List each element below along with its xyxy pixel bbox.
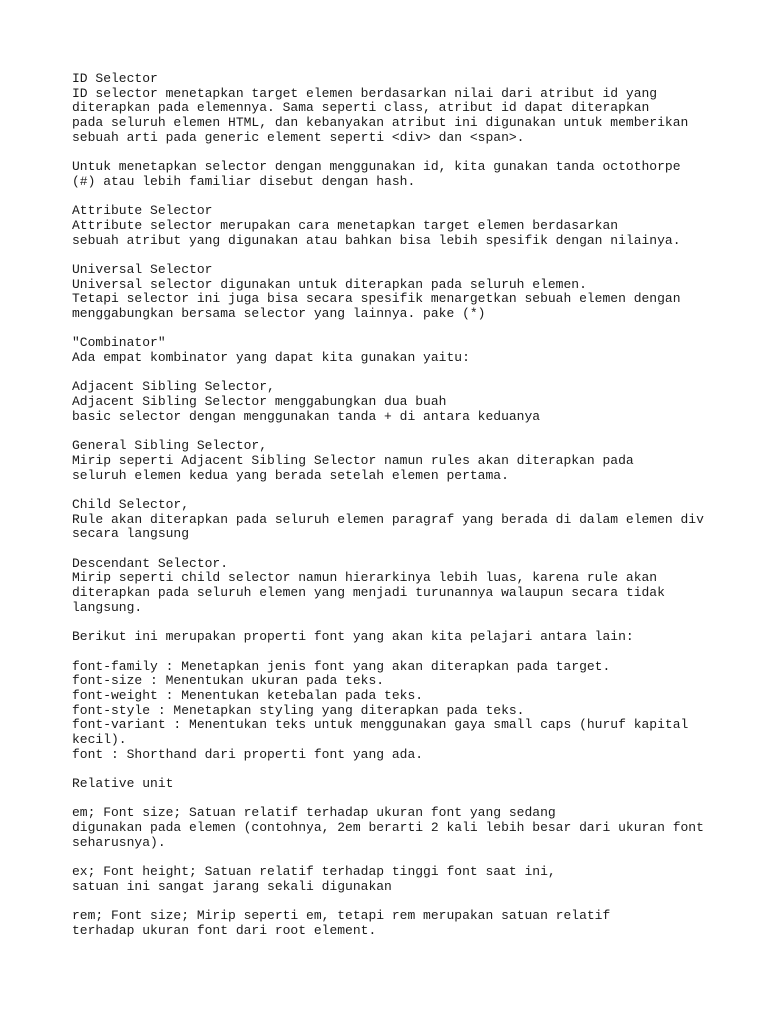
text-line: ID Selector: [72, 71, 158, 86]
text-line: Mirip seperti Adjacent Sibling Selector namun rules akan diterapkan pada: [72, 452, 634, 468]
text-line: basic selector dengan menggunakan tanda + di antara keduanya: [72, 408, 541, 424]
text-line: font : Shorthand dari properti font yang ada.: [72, 746, 424, 762]
text-line: Attribute selector merupakan cara menetapkan target elemen berdasarkan: [72, 217, 619, 233]
text-line: Descendant Selector.: [72, 555, 229, 571]
text-line: diterapkan pada elemennya. Sama seperti class, atribut id dapat diterapkan: [72, 100, 650, 116]
document-page: [72, 72, 712, 953]
text-line: satuan ini sangat jarang sekali digunakan: [72, 878, 392, 894]
text-line: ex; Font height; Satuan relatif terhadap tinggi font saat ini,: [72, 864, 556, 880]
text-line: Relative unit: [72, 776, 174, 791]
paragraph: [72, 160, 712, 189]
paragraph: [72, 72, 712, 145]
paragraph: [72, 630, 712, 645]
paragraph: [72, 909, 712, 938]
paragraph: [72, 660, 712, 763]
paragraph: [72, 263, 712, 322]
text-line: Universal selector digunakan untuk diterapkan pada seluruh elemen.: [72, 276, 587, 292]
text-line: font-style : Menetapkan styling yang diterapkan pada teks.: [72, 702, 525, 718]
paragraph: [72, 777, 712, 792]
paragraph: [72, 806, 712, 850]
text-line: (#) atau lebih familiar disebut dengan hash.: [72, 173, 416, 189]
text-line: secara langsung: [72, 526, 190, 542]
text-line: ID selector menetapkan target elemen berdasarkan nilai dari atribut id yang: [72, 85, 658, 101]
text-line: font-variant : Menentukan teks untuk menggunakan gaya small caps (huruf kapital: [72, 717, 689, 733]
paragraph: [72, 498, 712, 542]
text-line: seharusnya).: [72, 834, 166, 850]
text-line: Berikut ini merupakan properti font yang akan kita pelajari antara lain:: [72, 629, 634, 645]
paragraph: [72, 557, 712, 616]
text-line: rem; Font size; Mirip seperti em, tetapi rem merupakan satuan relatif: [72, 908, 611, 924]
text-line: Ada empat kombinator yang dapat kita gunakan yaitu:: [72, 350, 470, 366]
text-line: Universal Selector: [72, 261, 213, 277]
text-line: seluruh elemen kedua yang berada setelah elemen pertama.: [72, 467, 509, 483]
text-line: Rule akan diterapkan pada seluruh elemen paragraf yang berada di dalam elemen div: [72, 511, 704, 527]
paragraph: [72, 439, 712, 483]
text-line: font-family : Menetapkan jenis font yang akan diterapkan pada target.: [72, 658, 611, 674]
text-line: sebuah atribut yang digunakan atau bahkan bisa lebih spesifik dengan nilainya.: [72, 232, 681, 248]
paragraph: [72, 336, 712, 365]
text-line: Tetapi selector ini juga bisa secara spesifik menargetkan sebuah elemen dengan: [72, 291, 681, 307]
paragraph: [72, 204, 712, 248]
text-line: Attribute Selector: [72, 203, 213, 219]
text-line: digunakan pada elemen (contohnya, 2em berarti 2 kali lebih besar dari ukuran font: [72, 820, 704, 836]
text-line: diterapkan pada seluruh elemen yang menjadi turunannya walaupun secara tidak: [72, 585, 665, 601]
paragraph: [72, 380, 712, 424]
text-line: font-size : Menentukan ukuran pada teks.: [72, 673, 385, 689]
text-line: Untuk menetapkan selector dengan menggunakan id, kita gunakan tanda octothorpe: [72, 159, 681, 175]
text-line: Child Selector,: [72, 496, 190, 512]
text-line: "Combinator": [72, 335, 166, 351]
text-line: Adjacent Sibling Selector menggabungkan dua buah: [72, 394, 447, 410]
text-line: font-weight : Menentukan ketebalan pada teks.: [72, 687, 424, 703]
text-line: General Sibling Selector,: [72, 438, 268, 454]
text-line: kecil).: [72, 731, 127, 747]
text-line: Mirip seperti child selector namun hierarkinya lebih luas, karena rule akan: [72, 570, 658, 586]
text-line: em; Font size; Satuan relatif terhadap ukuran font yang sedang: [72, 805, 556, 821]
paragraph: [72, 865, 712, 894]
text-line: pada seluruh elemen HTML, dan kebanyakan atribut ini digunakan untuk memberikan: [72, 115, 689, 131]
text-line: langsung.: [72, 599, 143, 615]
text-line: Adjacent Sibling Selector,: [72, 379, 275, 395]
text-line: sebuah arti pada generic element seperti <div> dan <span>.: [72, 129, 525, 145]
text-line: terhadap ukuran font dari root element.: [72, 922, 377, 938]
text-line: menggabungkan bersama selector yang lainnya. pake (*): [72, 306, 486, 321]
